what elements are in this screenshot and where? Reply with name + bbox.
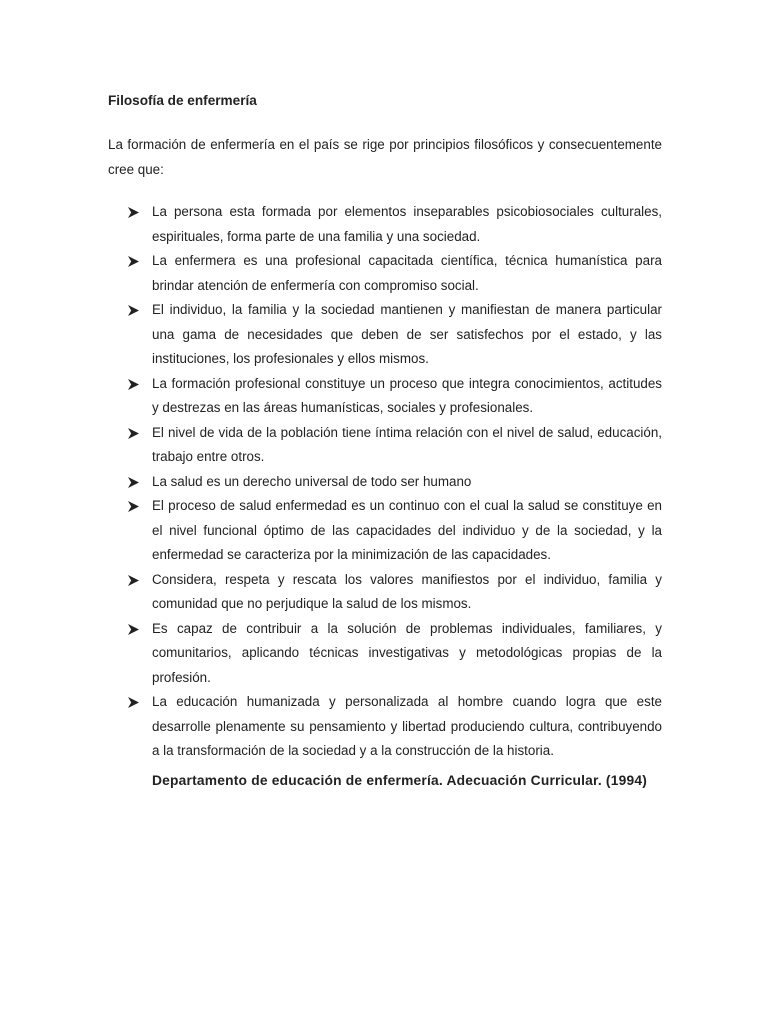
arrowhead-bullet-icon bbox=[128, 305, 139, 316]
list-item-text: Es capaz de contribuir a la solución de problemas individuales, familiares, y comunitarios, aplicando técnicas investigativas y metodológicas propias de la profesión. bbox=[152, 620, 662, 685]
list-item-text: El individuo, la familia y la sociedad mantienen y manifiestan de manera particular una gama de necesidades que deben de ser satisfechos por el estado, y las instituciones, los profesionales y ellos mismos. bbox=[152, 302, 662, 366]
list-item bbox=[152, 494, 662, 568]
list-item-text: La persona esta formada por elementos inseparables psicobiosociales culturales, espirituales, forma parte de una familia y una sociedad. bbox=[152, 204, 662, 244]
arrowhead-bullet-icon bbox=[128, 207, 139, 218]
citation: Departamento de educación de enfermería. Adecuación Curricular. (1994) bbox=[152, 773, 648, 788]
list-item bbox=[152, 372, 662, 421]
list-item bbox=[152, 470, 662, 495]
list-item-text: La enfermera es una profesional capacitada científica, técnica humanística para brindar atención de enfermería con compromiso social. bbox=[152, 253, 662, 293]
list-item bbox=[152, 298, 662, 372]
arrowhead-bullet-icon bbox=[128, 428, 139, 439]
list-item-text: La educación humanizada y personalizada al hombre cuando logra que este desarrolle plenamente su pensamiento y libertad produciendo cultura, contribuyendo a la transformación de la sociedad y a la construcción de la historia. bbox=[152, 694, 662, 758]
list-item bbox=[152, 690, 662, 764]
arrowhead-bullet-icon bbox=[128, 477, 139, 488]
list-item-text: El nivel de vida de la población tiene íntima relación con el nivel de salud, educación, trabajo entre otros. bbox=[152, 424, 662, 464]
arrowhead-bullet-icon bbox=[128, 575, 139, 586]
list-item-text: El proceso de salud enfermedad es un continuo con el cual la salud se constituye en el nivel funcional óptimo de las capacidades del individuo y de la sociedad, y la enfermedad se caracteriza por la minimización de las capacidades. bbox=[152, 498, 662, 562]
arrowhead-bullet-icon bbox=[128, 501, 139, 512]
list-item bbox=[152, 200, 662, 249]
list-item bbox=[152, 249, 662, 298]
beliefs-list bbox=[152, 200, 662, 764]
list-item bbox=[152, 568, 662, 617]
arrowhead-bullet-icon bbox=[128, 624, 139, 635]
intro-paragraph: La formación de enfermería en el país se rige por principios filosóficos y consecuentemente cree que: bbox=[108, 137, 662, 177]
list-item-text: La formación profesional constituye un proceso que integra conocimientos, actitudes y destrezas en las áreas humanísticas, sociales y profesionales. bbox=[152, 375, 662, 415]
list-item-text: Considera, respeta y rescata los valores manifiestos por el individuo, familia y comunidad que no perjudique la salud de los mismos. bbox=[152, 571, 662, 611]
arrowhead-bullet-icon bbox=[128, 256, 139, 267]
arrowhead-bullet-icon bbox=[128, 379, 139, 390]
arrowhead-bullet-icon bbox=[128, 697, 139, 708]
list-item-text: La salud es un derecho universal de todo ser humano bbox=[152, 473, 472, 489]
list-item bbox=[152, 617, 662, 691]
list-item bbox=[152, 421, 662, 470]
document-title: Filosofía de enfermería bbox=[108, 93, 257, 108]
